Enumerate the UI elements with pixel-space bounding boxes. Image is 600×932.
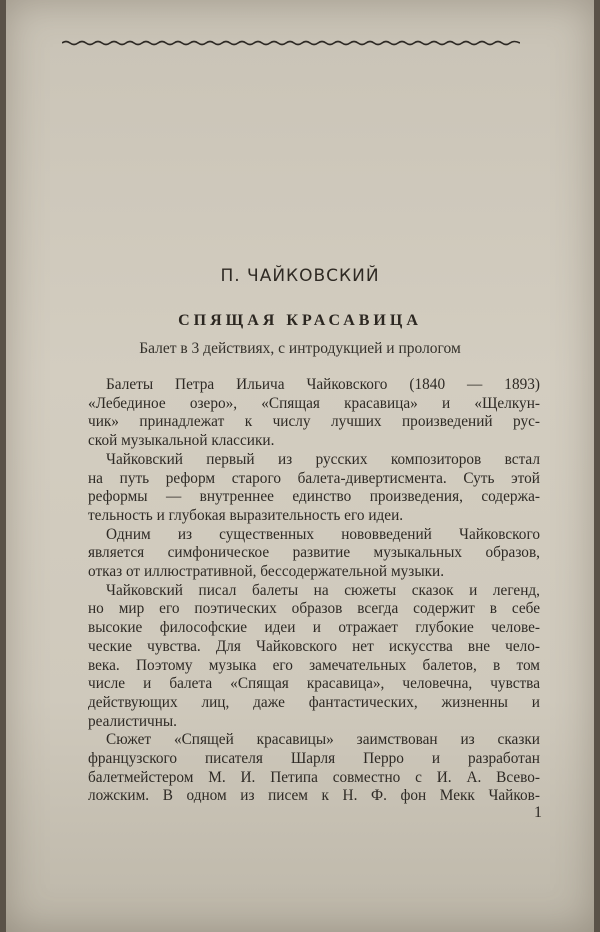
- text-line: чик» принадлежат к числу лучших произведений рус-: [88, 413, 540, 431]
- text-line: Сюжет «Спящей красавицы» заимствован из сказки: [106, 731, 540, 749]
- text-line: действующих лиц, даже фантастических, жизненны и: [88, 693, 540, 711]
- text-line: балетмейстером М. И. Петипа совместно с И. А. Всево-: [88, 768, 540, 786]
- text-line: числе и балета «Спящая красавица», человечна, чувства: [88, 675, 540, 693]
- body-text: [88, 376, 540, 806]
- text-line: ложским. В одном из писем к Н. Ф. фон Мекк Чайков-: [88, 787, 540, 805]
- text-line: тельность и глубокая выразительность его идеи.: [88, 506, 404, 524]
- work-title: СПЯЩАЯ КРАСАВИЦА: [178, 312, 422, 329]
- book-page: [6, 0, 594, 932]
- text-line: отказ от иллюстративной, бессодержательной музыки.: [88, 563, 445, 581]
- text-line: «Лебединое озеро», «Спящая красавица» и «Щелкун-: [88, 394, 540, 412]
- text-line: французского писателя Шарля Перро и разработан: [88, 750, 540, 768]
- page-number: 1: [534, 804, 542, 821]
- text-line: Чайковский первый из русских композиторов встал: [106, 450, 540, 468]
- work-subtitle: Балет в 3 действиях, с интродукцией и прологом: [139, 340, 461, 357]
- text-line: реалистичны.: [88, 712, 178, 730]
- text-line: ской музыкальной классики.: [88, 432, 275, 450]
- decorative-wavy-rule: [62, 40, 520, 46]
- text-line: но мир его поэтических образов всегда содержит в себе: [88, 600, 540, 618]
- text-line: века. Поэтому музыка его замечательных балетов, в том: [88, 656, 540, 674]
- text-line: ческие чувства. Для Чайковского нет искусства вне чело-: [88, 637, 540, 655]
- author-heading: П. ЧАЙКОВСКИЙ: [220, 266, 380, 286]
- text-line: Чайковский писал балеты на сюжеты сказок и легенд,: [106, 581, 540, 599]
- text-line: Балеты Петра Ильича Чайковского (1840 — 1893): [106, 376, 540, 393]
- text-line: на путь реформ старого балета-дивертисмента. Суть этой: [88, 469, 540, 487]
- text-line: реформы — внутреннее единство произведения, содержа-: [88, 488, 540, 506]
- text-line: является симфоническое развитие музыкальных образов,: [88, 544, 540, 562]
- text-line: Одним из существенных нововведений Чайковского: [106, 525, 540, 543]
- text-line: высокие философские идеи и отражает глубокие челове-: [88, 619, 540, 637]
